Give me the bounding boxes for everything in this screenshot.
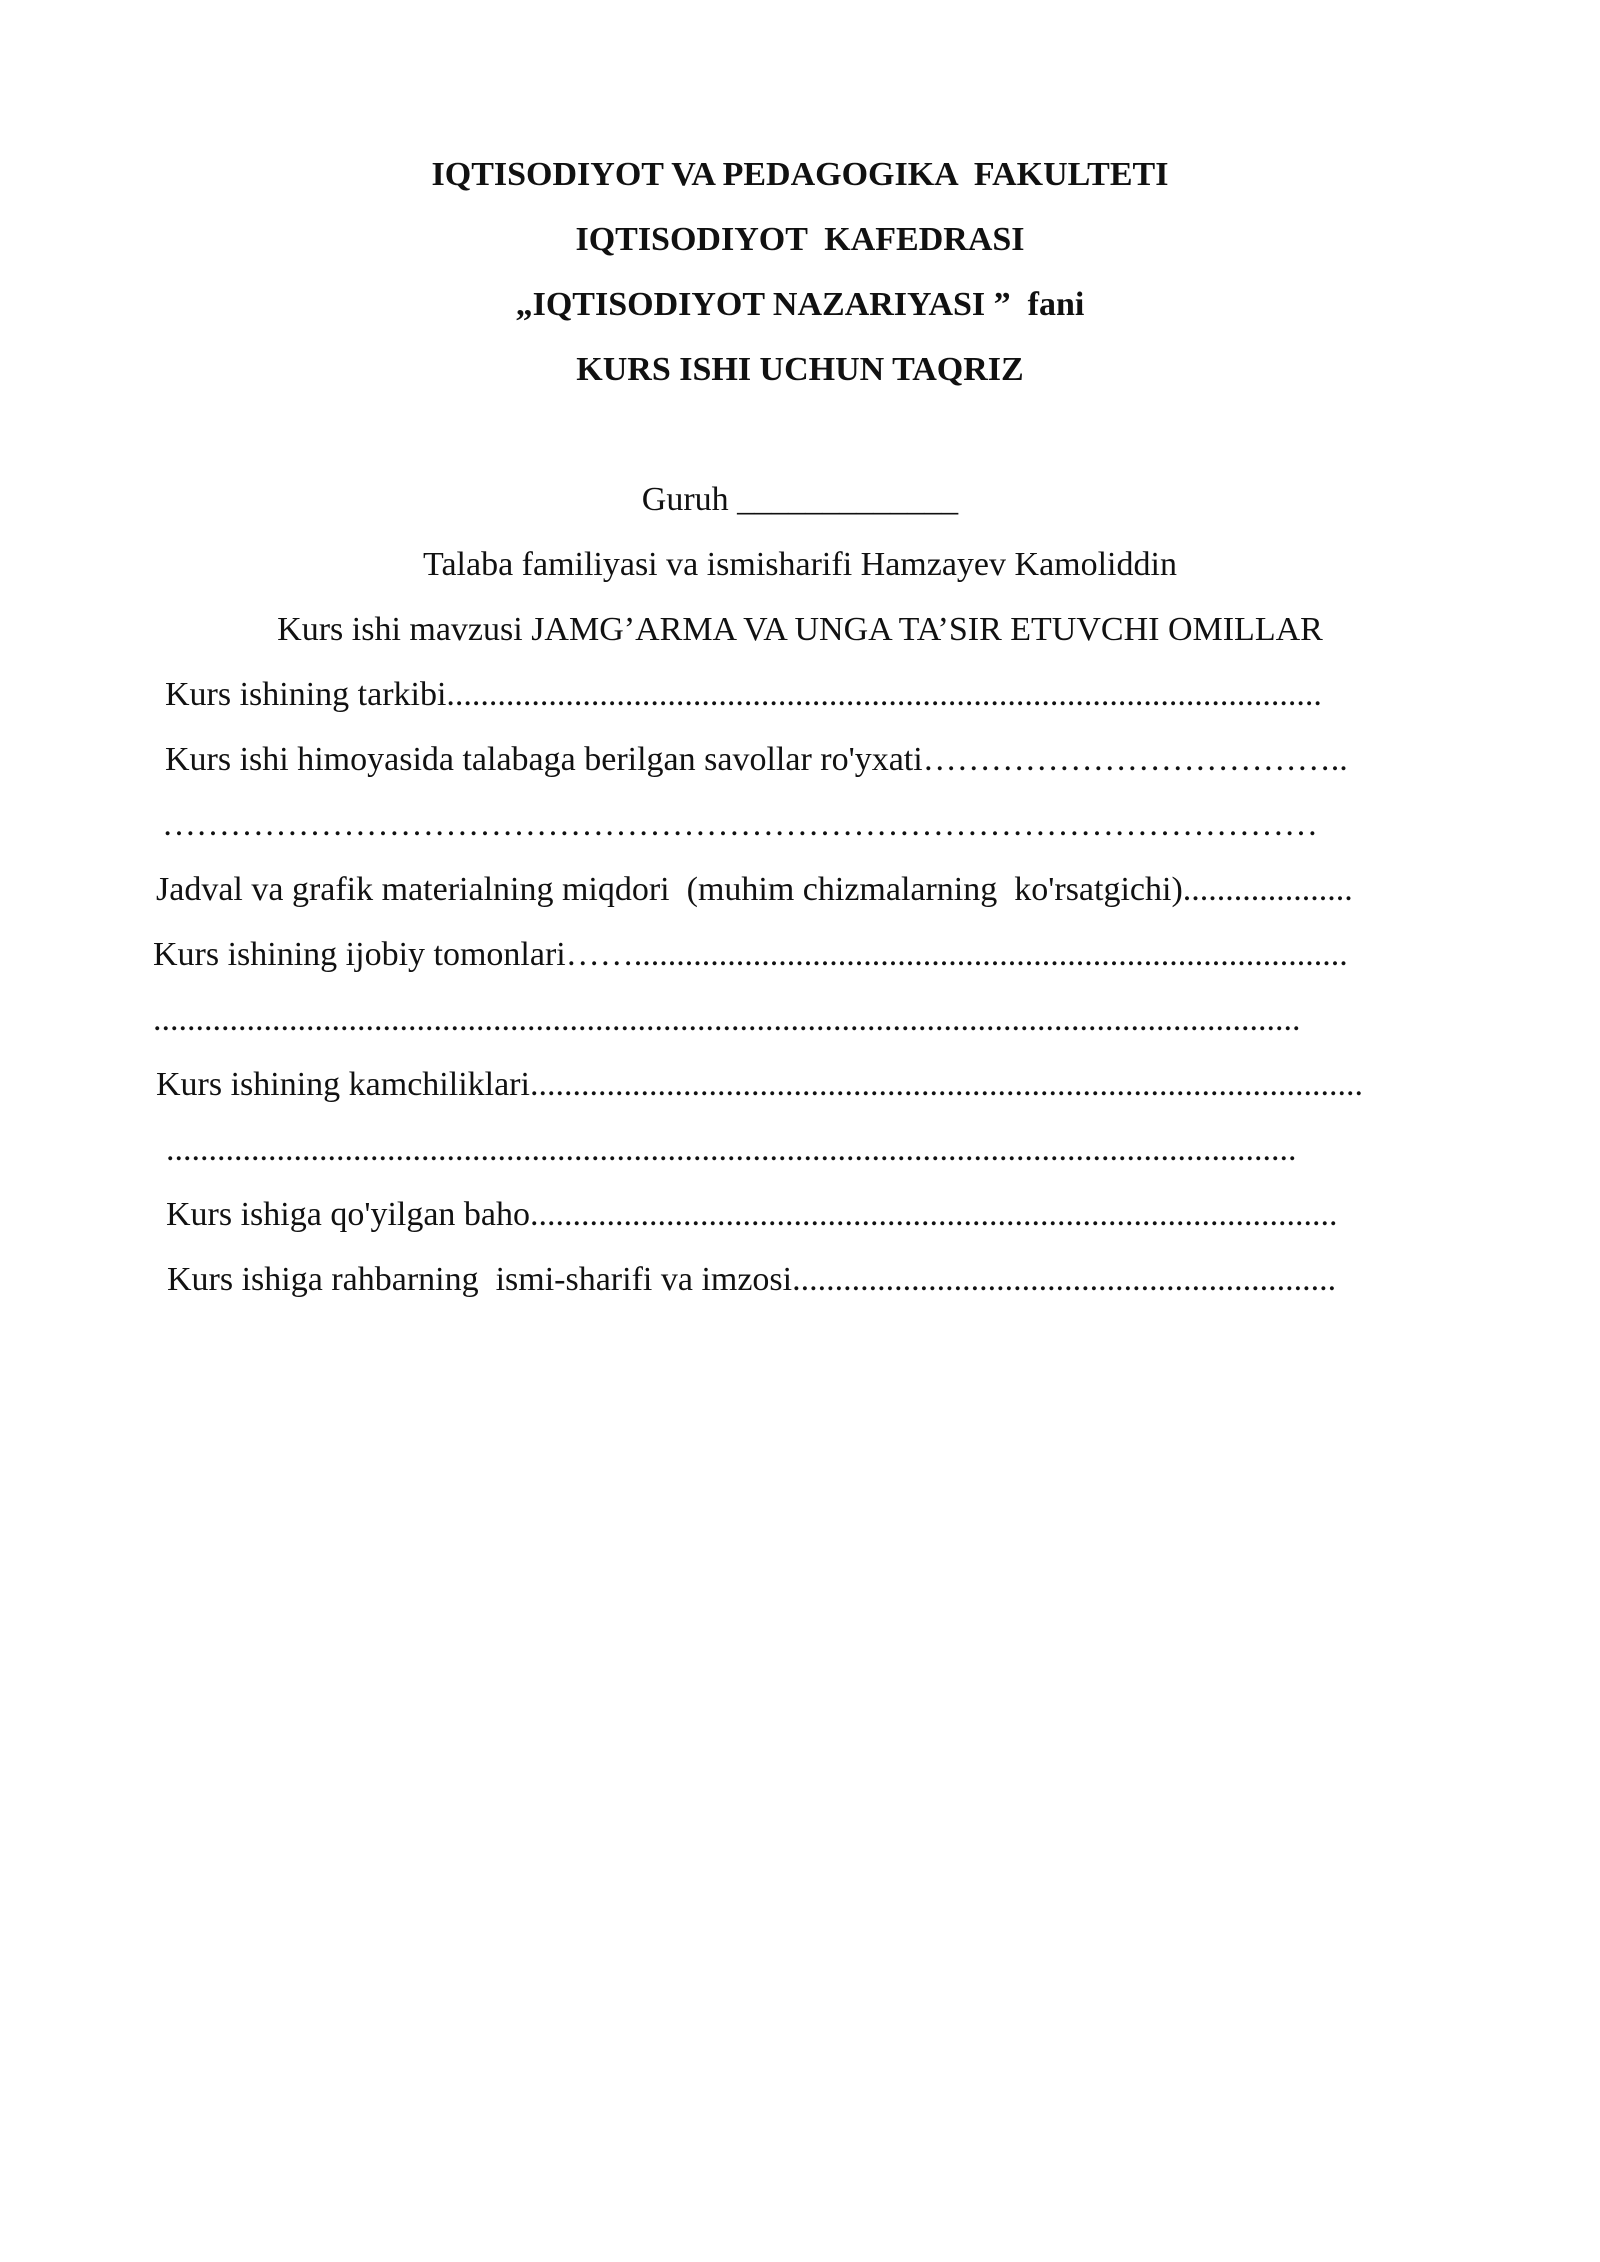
composition-field: Kurs ishining tarkibi....................................................................................................... [165, 676, 1322, 713]
positives-continuation: ....................................................................................................................................... [153, 1001, 1301, 1038]
grade-field: Kurs ishiga qo'yilgan baho............................................................................................... [166, 1196, 1338, 1233]
supervisor-field: Kurs ishiga rahbarning ismi-sharifi va imzosi................................................................ [167, 1261, 1337, 1298]
subject-heading: „IQTISODIYOT NAZARIYASI ” fani [515, 286, 1085, 323]
positives-field: Kurs ishining ijobiy tomonlari…….................................................................................... [153, 936, 1348, 973]
faculty-heading: IQTISODIYOT VA PEDAGOGIKA FAKULTETI [431, 156, 1169, 193]
questions-continuation: ………………………………………………………………………………………… [162, 806, 1318, 843]
group-field: Guruh _____________ [641, 481, 959, 518]
department-heading: IQTISODIYOT KAFEDRASI [575, 221, 1025, 258]
course-topic-field: Kurs ishi mavzusi JAMG’ARMA VA UNGA TA’SIR ETUVCHI OMILLAR [277, 611, 1323, 648]
shortcomings-field: Kurs ishining kamchiliklari.................................................................................................. [156, 1066, 1363, 1103]
document-title: KURS ISHI UCHUN TAQRIZ [576, 351, 1024, 388]
materials-field: Jadval va grafik materialning miqdori (muhim chizmalarning ko'rsatgichi).................... [156, 871, 1353, 908]
questions-field: Kurs ishi himoyasida talabaga berilgan savollar ro'yxati……………………………….. [165, 741, 1348, 778]
student-name-field: Talaba familiyasi va ismisharifi Hamzayev Kamoliddin [423, 546, 1177, 583]
shortcomings-continuation: ..................................................................................................................................... [166, 1131, 1297, 1168]
